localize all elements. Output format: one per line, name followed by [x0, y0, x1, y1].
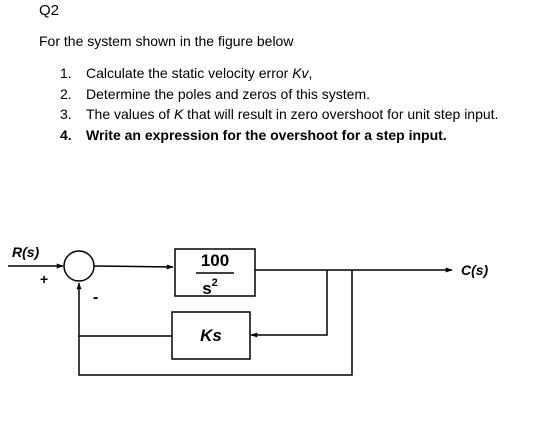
question-intro: For the system shown in the figure below	[39, 33, 294, 49]
question-number: Q2	[39, 2, 60, 19]
task-number: 2.	[60, 85, 72, 102]
task-number: 1.	[60, 65, 72, 81]
input-label: R(s)	[12, 244, 40, 260]
feedback-block-label: Ks	[200, 326, 222, 345]
summing-junction	[64, 251, 94, 281]
task-emphasis: K	[173, 106, 184, 122]
output-label: C(s)	[461, 262, 489, 278]
forward-numerator: 100	[200, 251, 230, 270]
inner-feedback-path	[251, 270, 327, 335]
task-text-end: ,	[308, 65, 313, 81]
task-emphasis: Kv	[292, 65, 309, 81]
task-number: 3.	[60, 106, 72, 122]
task-number: 4.	[60, 126, 72, 143]
denominator-exponent: 2	[211, 277, 218, 289]
task-text: Determine the poles and zeros of this system.	[86, 85, 371, 102]
plus-sign: +	[40, 271, 49, 287]
task-text: The values of	[86, 106, 174, 122]
error-signal-line	[94, 266, 173, 267]
denominator-base: s	[202, 279, 212, 298]
task-text: Calculate the static velocity error	[86, 65, 293, 81]
task-text-end: that will result in zero overshoot for unit step input.	[183, 106, 499, 122]
task-text: Write an expression for the overshoot for a step input.	[86, 126, 447, 143]
minus-sign: -	[93, 289, 99, 306]
